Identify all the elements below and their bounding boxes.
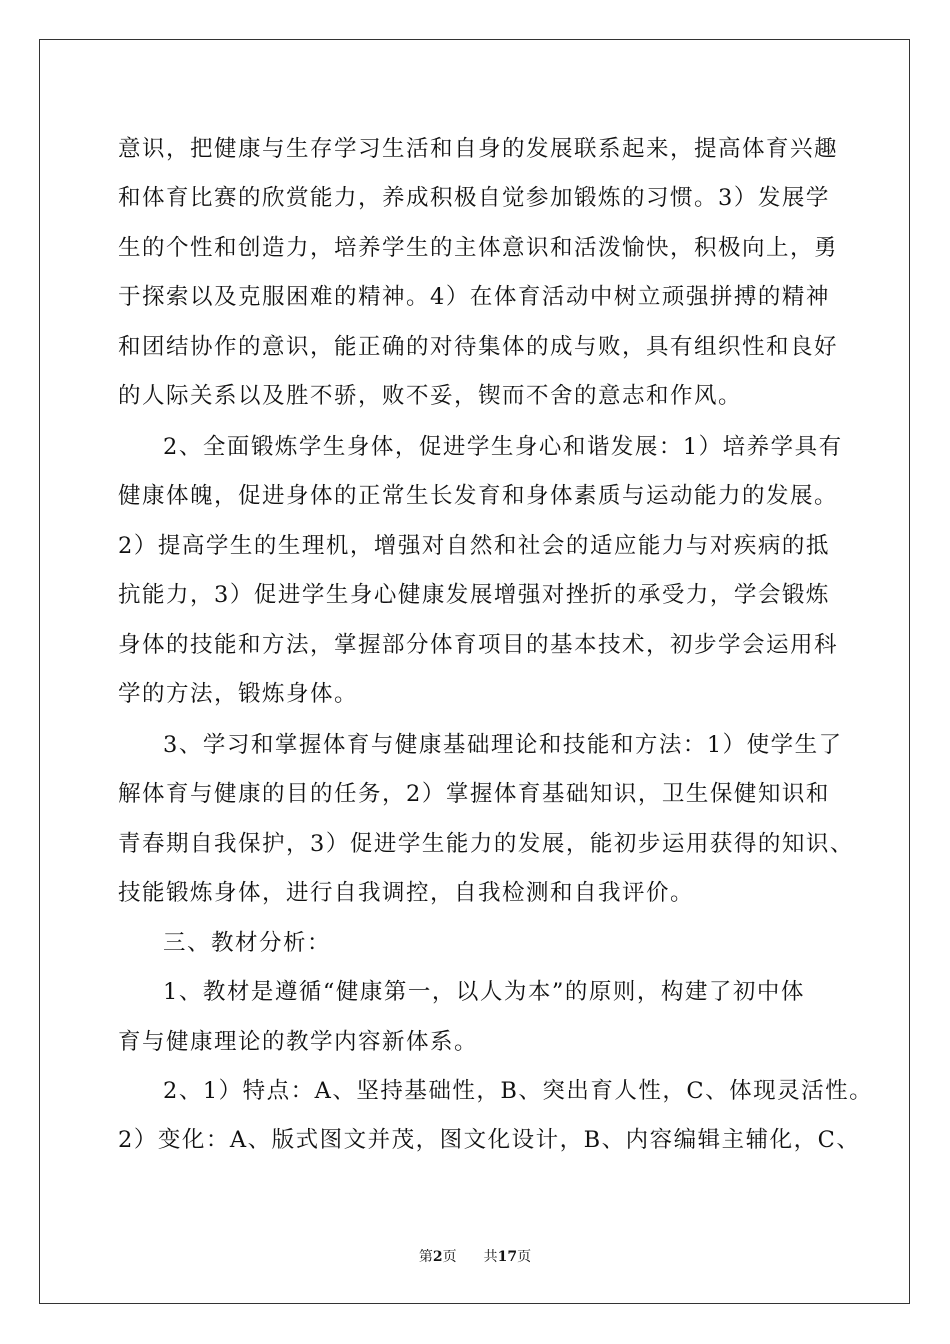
section-heading: 三、教材分析： [163, 930, 332, 956]
body-line: 学的方法，锻炼身体。 [118, 681, 359, 707]
body-line: 解体育与健康的目的任务，2）掌握体育基础知识，卫生保健知识和 [118, 781, 830, 807]
body-line: 3、学习和掌握体育与健康基础理论和技能和方法：1）使学生了 [163, 732, 843, 758]
body-line: 抗能力，3）促进学生身心健康发展增强对挫折的承受力，学会锻炼 [118, 582, 830, 608]
body-line: 2、全面锻炼学生身体，促进学生身心和谐发展：1）培养学具有 [163, 434, 843, 460]
page-footer [0, 1246, 950, 1266]
body-line: 意识，把健康与生存学习生活和自身的发展联系起来，提高体育兴趣 [118, 136, 839, 162]
page-number: 第2页 [418, 1249, 457, 1265]
body-line: 于探索以及克服困难的精神。4）在体育活动中树立顽强拼搏的精神 [118, 284, 830, 310]
page-total: 共17页 [483, 1249, 532, 1265]
body-line: 2）变化：A、版式图文并茂，图文化设计，B、内容编辑主辅化，C、 [118, 1127, 861, 1153]
body-line: 青春期自我保护，3）促进学生能力的发展，能初步运用获得的知识、 [118, 831, 854, 857]
body-line: 1、教材是遵循“健康第一，以人为本”的原则，构建了初中体 [163, 979, 805, 1005]
body-line: 2）提高学生的生理机，增强对自然和社会的适应能力与对疾病的抵 [118, 533, 830, 559]
body-line: 身体的技能和方法，掌握部分体育项目的基本技术，初步学会运用科 [118, 632, 839, 658]
body-line: 和团结协作的意识，能正确的对待集体的成与败，具有组织性和良好 [118, 334, 839, 360]
body-line: 和体育比赛的欣赏能力，养成积极自觉参加锻炼的习惯。3）发展学 [118, 185, 830, 211]
body-line: 健康体魄，促进身体的正常生长发育和身体素质与运动能力的发展。 [118, 483, 839, 509]
body-line: 育与健康理论的教学内容新体系。 [118, 1029, 479, 1055]
body-line: 生的个性和创造力，培养学生的主体意识和活泼愉快，积极向上，勇 [118, 235, 839, 261]
page-border [39, 39, 910, 1304]
body-line: 技能锻炼身体，进行自我调控，自我检测和自我评价。 [118, 880, 695, 906]
body-line: 2、1）特点：A、坚持基础性，B、突出育人性，C、体现灵活性。 [163, 1078, 874, 1104]
body-line: 的人际关系以及胜不骄，败不妥，锲而不舍的意志和作风。 [118, 383, 743, 409]
